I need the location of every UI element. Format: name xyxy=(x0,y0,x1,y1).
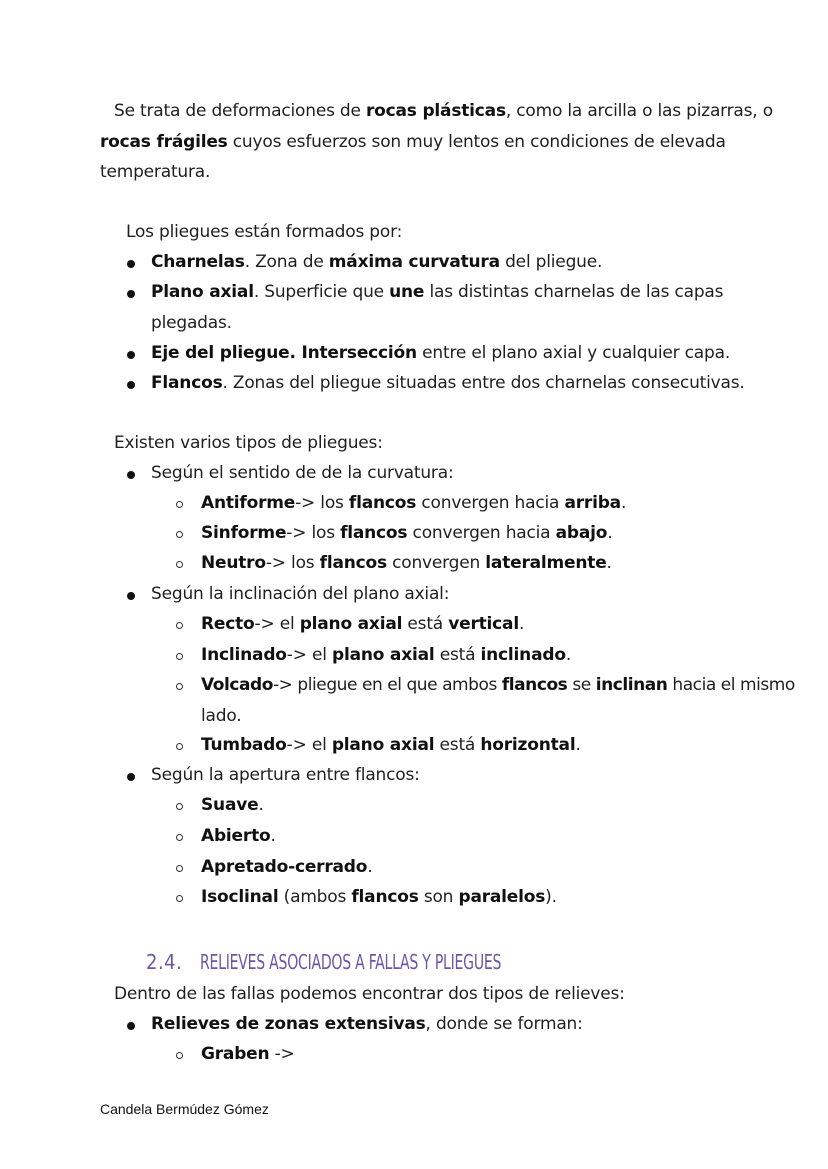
circle-bullet-icon xyxy=(176,561,183,568)
section-number: 2.4. xyxy=(146,950,183,974)
sublist-item-graben: Graben -> xyxy=(201,1044,295,1064)
bullet-icon xyxy=(127,381,135,389)
bullet-icon xyxy=(127,351,135,359)
circle-bullet-icon xyxy=(176,531,183,538)
circle-bullet-icon xyxy=(176,622,183,629)
sublist-item-apretado: Apretado-cerrado. xyxy=(201,857,373,877)
circle-bullet-icon xyxy=(176,1052,183,1059)
sublist-item-isoclinal: Isoclinal (ambos flancos son paralelos). xyxy=(201,887,557,907)
intro-line-1: Se trata de deformaciones de rocas plásticas, como la arcilla o las pizarras, o xyxy=(114,101,773,121)
intro-line-2: rocas frágiles cuyos esfuerzos son muy lentos en condiciones de elevada xyxy=(100,132,726,152)
list-item-eje: Eje del pliegue. Intersección entre el plano axial y cualquier capa. xyxy=(151,343,731,363)
sublist-item-tumbado: Tumbado-> el plano axial está horizontal. xyxy=(201,735,581,755)
circle-bullet-icon xyxy=(176,653,183,660)
sublist-item-inclinado: Inclinado-> el plano axial está inclinado. xyxy=(201,645,572,665)
bullet-icon xyxy=(127,773,135,781)
list-item-inclinacion: Según la inclinación del plano axial: xyxy=(151,584,450,604)
bullet-icon xyxy=(127,471,135,479)
circle-bullet-icon xyxy=(176,683,183,690)
sublist-item-neutro: Neutro-> los flancos convergen lateralmente. xyxy=(201,553,612,573)
circle-bullet-icon xyxy=(176,501,183,508)
list-item-flancos: Flancos. Zonas del pliegue situadas entre dos charnelas consecutivas. xyxy=(151,373,745,393)
intro-line-3: temperatura. xyxy=(100,162,211,182)
tipos-intro: Existen varios tipos de pliegues: xyxy=(114,433,383,453)
circle-bullet-icon xyxy=(176,743,183,750)
section-title: RELIEVES ASOCIADOS A FALLAS Y PLIEGUES xyxy=(200,950,502,974)
circle-bullet-icon xyxy=(176,895,183,902)
sublist-item-volcado-cont: lado. xyxy=(201,706,242,726)
bullet-icon xyxy=(127,260,135,268)
circle-bullet-icon xyxy=(176,834,183,841)
circle-bullet-icon xyxy=(176,803,183,810)
sublist-item-volcado: Volcado-> pliegue en el que ambos flancos se inclinan hacia el mismo xyxy=(201,675,795,695)
footer-author: Candela Bermúdez Gómez xyxy=(100,1101,269,1117)
list-item-relieves-extensivas: Relieves de zonas extensivas, donde se forman: xyxy=(151,1014,583,1034)
list-item-curvatura: Según el sentido de de la curvatura: xyxy=(151,463,454,483)
list-item-plano-axial: Plano axial. Superficie que une las distintas charnelas de las capas xyxy=(151,282,724,302)
pliegues-intro: Los pliegues están formados por: xyxy=(126,222,403,242)
bullet-icon xyxy=(127,290,135,298)
sublist-item-sinforme: Sinforme-> los flancos convergen hacia abajo. xyxy=(201,523,613,543)
sublist-item-antiforme: Antiforme-> los flancos convergen hacia arriba. xyxy=(201,493,627,513)
sublist-item-recto: Recto-> el plano axial está vertical. xyxy=(201,614,525,634)
sublist-item-abierto: Abierto. xyxy=(201,826,276,846)
bullet-icon xyxy=(127,1022,135,1030)
list-item-charnelas: Charnelas. Zona de máxima curvatura del pliegue. xyxy=(151,252,603,272)
sublist-item-suave: Suave. xyxy=(201,795,264,815)
section-intro: Dentro de las fallas podemos encontrar dos tipos de relieves: xyxy=(114,984,625,1004)
list-item-plano-axial-cont: plegadas. xyxy=(151,313,232,333)
bullet-icon xyxy=(127,592,135,600)
list-item-apertura: Según la apertura entre flancos: xyxy=(151,765,420,785)
circle-bullet-icon xyxy=(176,865,183,872)
